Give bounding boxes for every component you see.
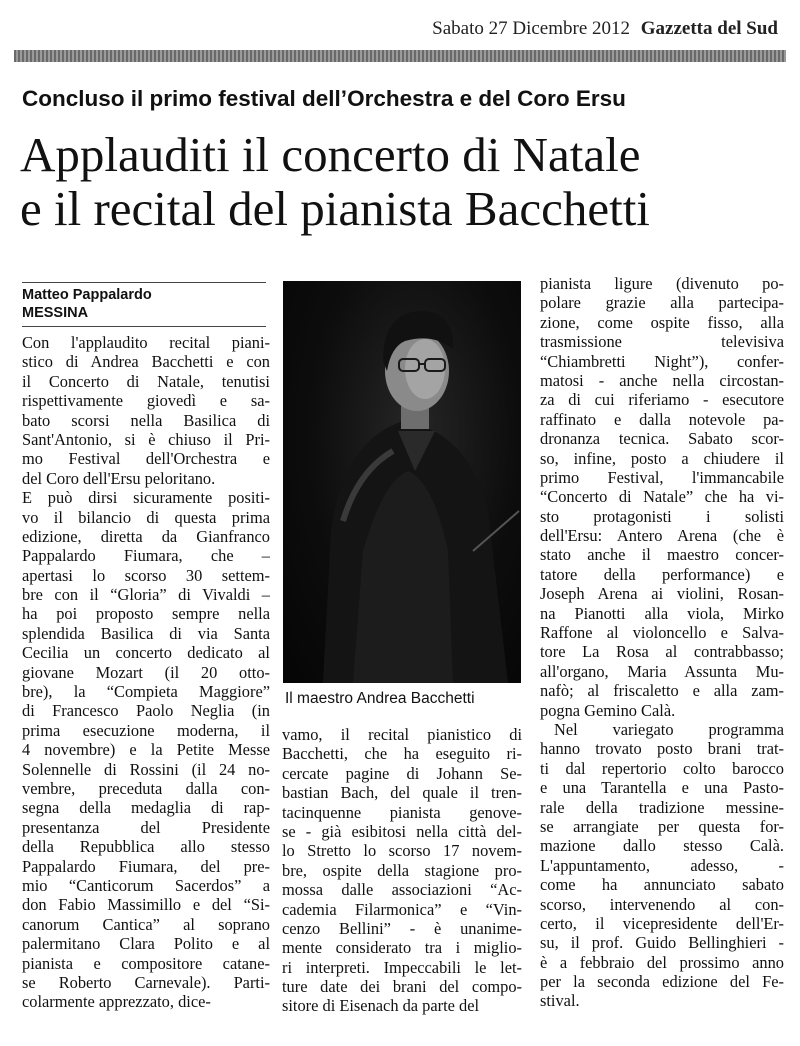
portrait-illustration bbox=[283, 281, 521, 683]
article-line: bato scorsi nella Basilica di bbox=[22, 410, 270, 430]
article-line: tore La Rosa al contrabbasso; bbox=[540, 642, 784, 662]
article-line: mio “Canticorum Sacerdos” a bbox=[22, 875, 270, 895]
byline-rule-top bbox=[22, 282, 266, 283]
article-line: nafò; al friscaletto e alla zam- bbox=[540, 681, 784, 701]
article-line: E può dirsi sicuramente positi- bbox=[22, 488, 270, 508]
article-line: vamo, il recital pianistico di bbox=[282, 725, 522, 744]
article-line: tatore della performance) e bbox=[540, 564, 784, 584]
article-line: Raffone al violoncello e Salva- bbox=[540, 623, 784, 643]
article-line: 4 novembre) e la Petite Messe bbox=[22, 740, 270, 760]
article-line: vembre, preceduta dalla con- bbox=[22, 778, 270, 798]
article-line: se Roberto Carnevale). Parti- bbox=[22, 972, 270, 992]
article-line: il Concerto di Natale, tenutisi bbox=[22, 371, 270, 391]
article-line: Bacchetti, che ha eseguito ri- bbox=[282, 744, 522, 764]
byline-rule-bottom bbox=[22, 326, 266, 327]
article-line: na Pianotti alla viola, Mirko bbox=[540, 603, 784, 623]
article-line: zione, come ospite fisso, alla bbox=[540, 312, 784, 332]
article-line: don Fabio Massimillo e del “Si- bbox=[22, 895, 270, 915]
article-line: segna della medaglia di rap- bbox=[22, 798, 270, 818]
article-line: ti dal repertorio colto barocco bbox=[540, 758, 784, 778]
article-line: certo, il vicepresidente dell'Er- bbox=[540, 913, 784, 933]
article-line: hanno trovato posto brani trat- bbox=[540, 739, 784, 759]
article-line: mazione dallo stesso Calà. bbox=[540, 836, 784, 856]
article-line: dell'Ersu: Antero Arena (che è bbox=[540, 526, 784, 546]
byline bbox=[22, 286, 266, 322]
article-line: trasmissione televisiva bbox=[540, 332, 784, 352]
article-line: cademia Filarmonica” e “Vin- bbox=[282, 899, 522, 919]
article-line: palermitano Clara Polito e al bbox=[22, 934, 270, 954]
article-line: “Concerto di Natale” che ha vi- bbox=[540, 487, 784, 507]
article-line: edizione, diretta da Gianfranco bbox=[22, 526, 270, 546]
article-line: Nel variegato programma bbox=[554, 719, 784, 739]
article-column-1 bbox=[22, 333, 270, 1012]
article-line: bre con il “Gloria” di Vivaldi – bbox=[22, 585, 270, 605]
article-line: Con l'applaudito recital piani- bbox=[22, 333, 270, 352]
byline-author: Matteo Pappalardo bbox=[22, 287, 152, 303]
article-column-3 bbox=[540, 274, 784, 1011]
article-line: come ha annunciato sabato bbox=[540, 875, 784, 895]
article-line: pianista ligure (divenuto po- bbox=[540, 274, 784, 293]
article-line: mossa dalle associazioni “Ac- bbox=[282, 880, 522, 900]
article-line: rispettivamente giovedì e sa- bbox=[22, 391, 270, 411]
article-line: Sant'Antonio, si è chiuso il Pri- bbox=[22, 429, 270, 449]
byline-location: MESSINA bbox=[22, 305, 89, 321]
article-line: Pappalardo Fiumara, che – bbox=[22, 546, 270, 566]
article-line: della Repubblica allo stesso bbox=[22, 837, 270, 857]
article-line: pianista e compositore catane- bbox=[22, 953, 270, 973]
article-line: L'appuntamento, adesso, - bbox=[540, 855, 784, 875]
header-rule bbox=[14, 50, 786, 62]
headline-line: Applauditi il concerto di Natale bbox=[20, 127, 641, 182]
article-line: canorum Cantica” al soprano bbox=[22, 914, 270, 934]
article-line: prima esecuzione moderna, il bbox=[22, 720, 270, 740]
article-line: mo Festival dell'Orchestra e bbox=[22, 449, 270, 469]
article-line: Cecilia un concerto dedicato al bbox=[22, 643, 270, 663]
article-line: polare grazie alla partecipa- bbox=[540, 293, 784, 313]
kicker: Concluso il primo festival dell’Orchestra e del Coro Ersu bbox=[22, 86, 626, 111]
article-line: per la seconda edizione del Fe- bbox=[540, 972, 784, 992]
article-line: cenzo Bellini” - è unanime- bbox=[282, 918, 522, 938]
article-line: apertasi lo scorso 30 settem- bbox=[22, 565, 270, 585]
article-line: stato anche il maestro concer- bbox=[540, 545, 784, 565]
headline bbox=[20, 128, 790, 236]
article-line: giovane Mozart (il 20 otto- bbox=[22, 662, 270, 682]
article-line: rale della tradizione messine- bbox=[540, 797, 784, 817]
issue-date: Sabato 27 Dicembre 2012 bbox=[432, 18, 631, 39]
article-line: presentanza del Presidente bbox=[22, 817, 270, 837]
article-line: di Francesco Paolo Neglia (in bbox=[22, 701, 270, 721]
article-line: bre, ospite della stagione pro- bbox=[282, 860, 522, 880]
article-line: all'organo, Maria Assunta Mu- bbox=[540, 661, 784, 681]
article-line: ri interpreti. Impeccabili le let- bbox=[282, 957, 522, 977]
article-line: za di cui riferiamo - esecutore bbox=[540, 390, 784, 410]
article-line: raffinato e dalla notevole pa- bbox=[540, 409, 784, 429]
article-line: bastian Bach, del quale il tren- bbox=[282, 783, 522, 803]
article-line: sto protagonisti i solisti bbox=[540, 506, 784, 526]
photo-andrea-bacchetti bbox=[283, 281, 521, 683]
article-column-2 bbox=[282, 725, 522, 1016]
article-line: ha poi proposto sempre nella bbox=[22, 604, 270, 624]
article-line: Solennelle di Rossini (il 24 no- bbox=[22, 759, 270, 779]
masthead bbox=[432, 18, 778, 40]
article-line: scorso, intervenendo al con- bbox=[540, 894, 784, 914]
article-line: sitore di Eisenach da parte del bbox=[282, 996, 480, 1016]
article-line: splendida Basilica di via Santa bbox=[22, 623, 270, 643]
article-line: e una Tarantella e una Pasto- bbox=[540, 778, 784, 798]
article-line: bre), la “Compieta Maggiore” bbox=[22, 682, 270, 702]
article-line: ture date dei brani del compo- bbox=[282, 977, 522, 997]
article-line: lo Stretto lo scorso 17 novem- bbox=[282, 841, 522, 861]
article-line: vo il bilancio di questa prima bbox=[22, 507, 270, 527]
article-line: “Chiambretti Night”), confer- bbox=[540, 351, 784, 371]
article-line: mente considerato tra i miglio- bbox=[282, 938, 522, 958]
article-line: Joseph Arena ai violini, Rosan- bbox=[540, 584, 784, 604]
article-line: pogna Gemino Calà. bbox=[540, 700, 676, 720]
article-line: se arrangiate per questa for- bbox=[540, 816, 784, 836]
article-line: tacinquenne pianista genove- bbox=[282, 802, 522, 822]
article-line: Pappalardo Fiumara, del pre- bbox=[22, 856, 270, 876]
photo-caption: Il maestro Andrea Bacchetti bbox=[285, 690, 475, 707]
article-line: del Coro dell'Ersu peloritano. bbox=[22, 468, 216, 488]
article-line: so, infine, posto a chiudere il bbox=[540, 448, 784, 468]
article-line: stival. bbox=[540, 991, 580, 1011]
article-line: matosi - anche nella circostan- bbox=[540, 370, 784, 390]
article-line: stico di Andrea Bacchetti e con bbox=[22, 352, 270, 372]
article-line: cercate pagine di Johann Se- bbox=[282, 763, 522, 783]
headline-line: e il recital del pianista Bacchetti bbox=[20, 181, 650, 236]
article-line: dronanza tecnica. Sabato scor- bbox=[540, 429, 784, 449]
article-line: è a febbraio del prossimo anno bbox=[540, 952, 784, 972]
article-line: primo Festival, l'immancabile bbox=[540, 467, 784, 487]
article-line: se - già esibitosi nella città del- bbox=[282, 821, 522, 841]
article-line: colarmente apprezzato, dice- bbox=[22, 992, 211, 1012]
newspaper-name: Gazzetta del Sud bbox=[640, 18, 778, 39]
article-line: su, il prof. Guido Bellinghieri - bbox=[540, 933, 784, 953]
